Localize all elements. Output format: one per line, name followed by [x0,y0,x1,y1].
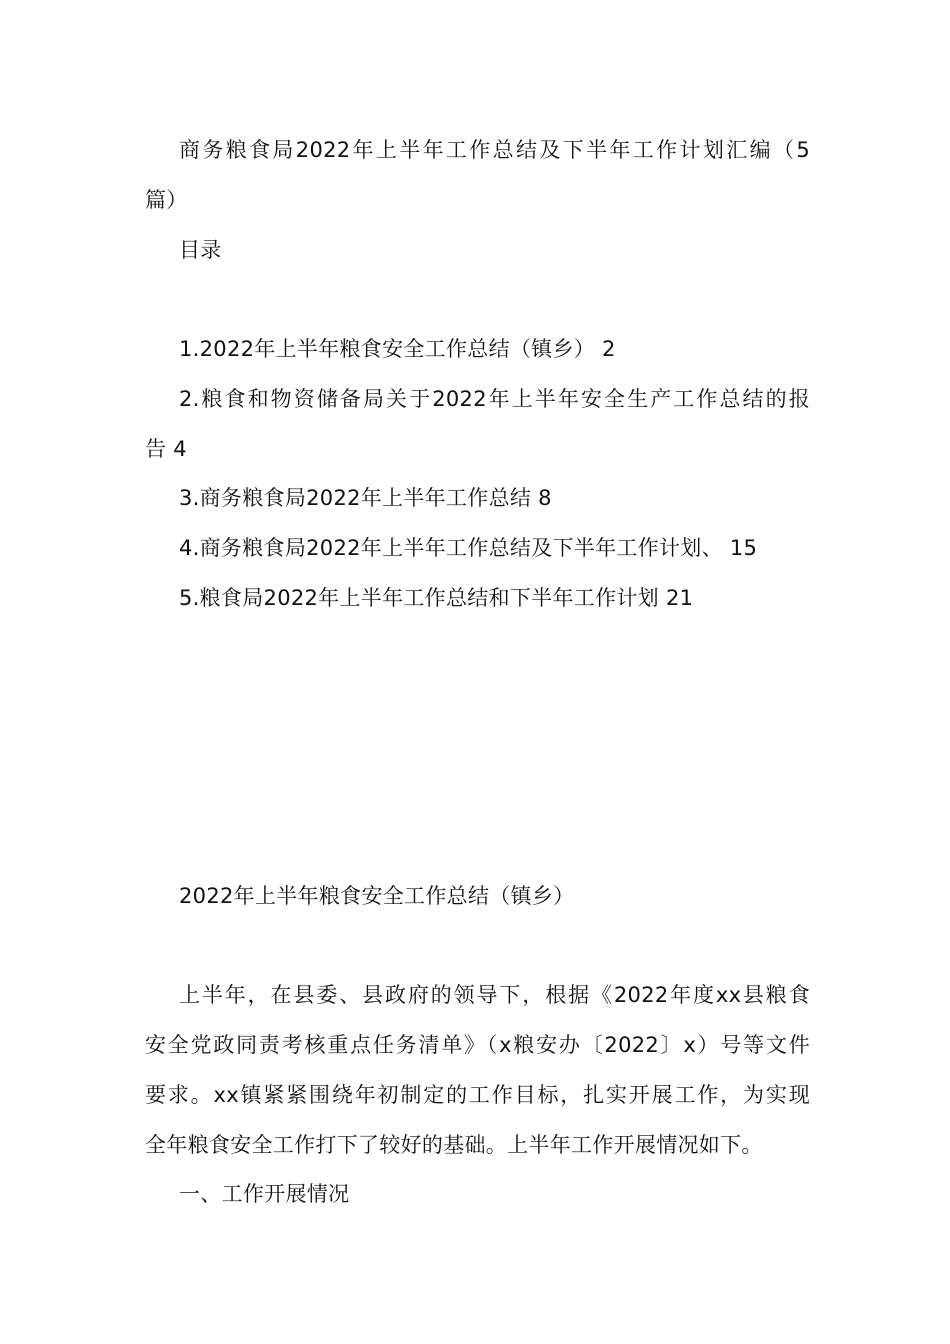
toc-item-4: 4.商务粮食局2022年上半年工作总结及下半年工作计划、 15 [179,536,758,560]
document-title-line-1: 商务粮食局2022年上半年工作总结及下半年工作计划汇编（5 [179,138,810,162]
toc-item-2-line-2: 告 4 [145,437,187,461]
heading-1: 一、工作开展情况 [179,1182,350,1206]
toc-item-1: 1.2022年上半年粮食安全工作总结（镇乡） 2 [179,337,616,361]
paragraph-line-3: 要求。xx镇紧紧围绕年初制定的工作目标，扎实开展工作，为实现 [145,1083,810,1107]
section-title: 2022年上半年粮食安全工作总结（镇乡） [179,884,575,908]
toc-heading: 目录 [179,238,222,262]
document-title-line-2: 篇） [145,188,188,212]
toc-item-3: 3.商务粮食局2022年上半年工作总结 8 [179,486,552,510]
toc-item-2-line-1: 2.粮食和物资储备局关于2022年上半年安全生产工作总结的报 [179,387,810,411]
paragraph-line-4: 全年粮食安全工作打下了较好的基础。上半年工作开展情况如下。 [145,1133,763,1157]
toc-item-5: 5.粮食局2022年上半年工作总结和下半年工作计划 21 [179,586,694,610]
paragraph-line-2: 安全党政同责考核重点任务清单》（x粮安办〔2022〕x）号等文件 [145,1033,810,1057]
paragraph-line-1: 上半年，在县委、县政府的领导下，根据《2022年度xx县粮食 [179,983,810,1007]
